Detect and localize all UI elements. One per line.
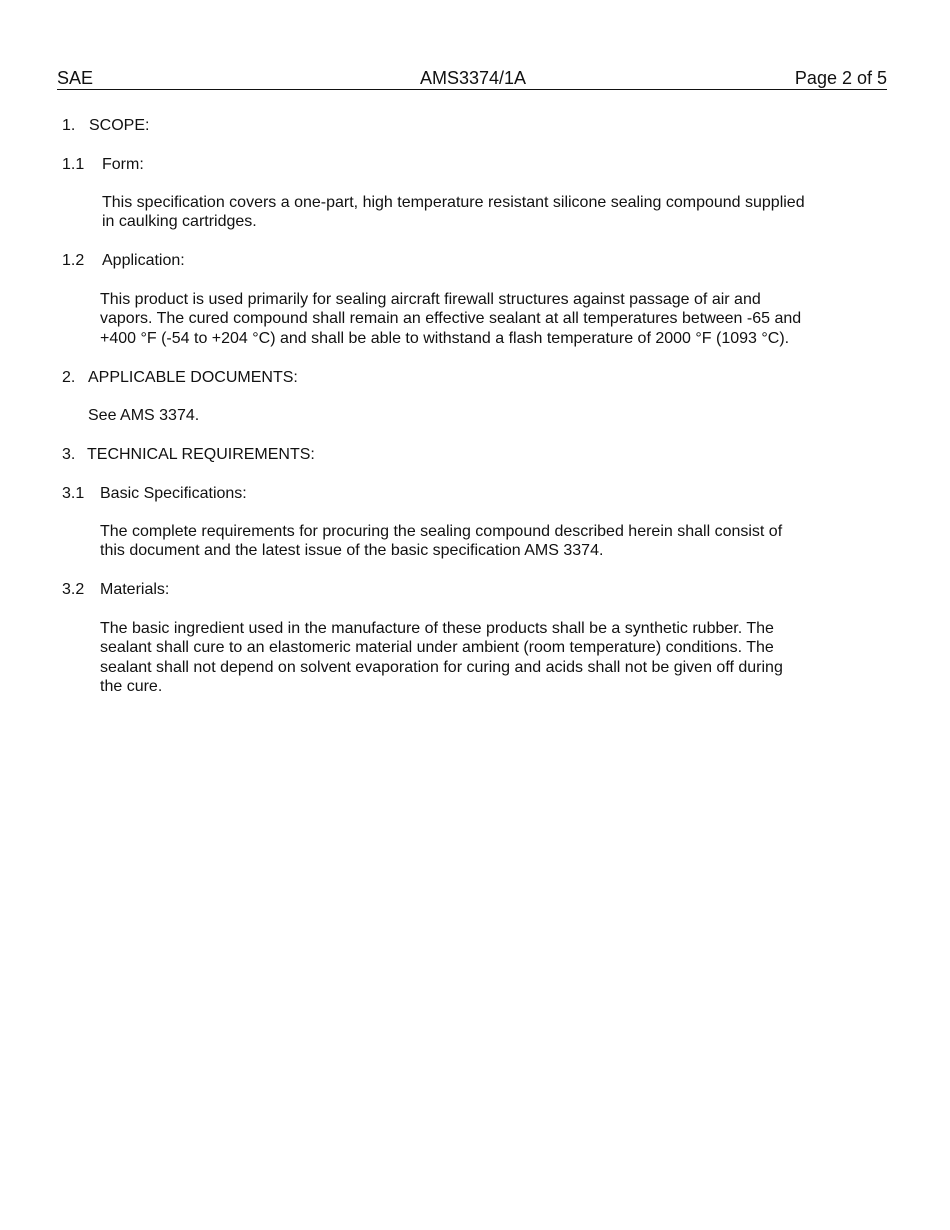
header-doc-number: AMS3374/1A <box>420 68 527 88</box>
section-1-1-number: 1.1 <box>62 156 85 173</box>
header-page-number: Page 2 of 5 <box>794 68 887 88</box>
section-3-2-title: Materials: <box>100 581 170 598</box>
section-2-title: APPLICABLE DOCUMENTS: <box>88 369 298 386</box>
header-org: SAE <box>57 68 94 88</box>
section-2-number: 2. <box>62 369 76 386</box>
section-1-title: SCOPE: <box>89 117 150 134</box>
section-1-number: 1. <box>62 117 76 134</box>
section-2-body: See AMS 3374. <box>88 407 200 424</box>
section-3-1-title: Basic Specifications: <box>100 485 247 502</box>
section-3-2-body: The basic ingredient used in the manufacture of these products shall be a synthetic rubber. The sealant shall cure to an elastomeric material under ambient (room temperature) conditions. The sealant shall not depend on solvent evaporation for curing and acids shall not be given off during the cure. <box>100 620 783 695</box>
section-1-2-title: Application: <box>102 252 185 269</box>
section-3-2-number: 3.2 <box>62 581 85 598</box>
section-1-1-title: Form: <box>102 156 144 173</box>
page-header <box>57 67 887 90</box>
section-3-number: 3. <box>62 446 76 463</box>
section-3-1-body: The complete requirements for procuring the sealing compound described herein shall consist of this document and the latest issue of the basic specification AMS 3374. <box>100 523 783 560</box>
section-1-2-number: 1.2 <box>62 252 85 269</box>
section-3-title: TECHNICAL REQUIREMENTS: <box>87 446 315 463</box>
section-1-1-body: This specification covers a one-part, high temperature resistant silicone sealing compound supplied in caulking cartridges. <box>102 194 805 231</box>
section-1-2-body: This product is used primarily for sealing aircraft firewall structures against passage of air and vapors. The cured compound shall remain an effective sealant at all temperatures between -65 and +400 °F (-54 to +204 °C) and shall be able to withstand a flash temperature of 2000 °F (1093 °C). <box>100 291 802 347</box>
section-3-1-number: 3.1 <box>62 485 85 502</box>
